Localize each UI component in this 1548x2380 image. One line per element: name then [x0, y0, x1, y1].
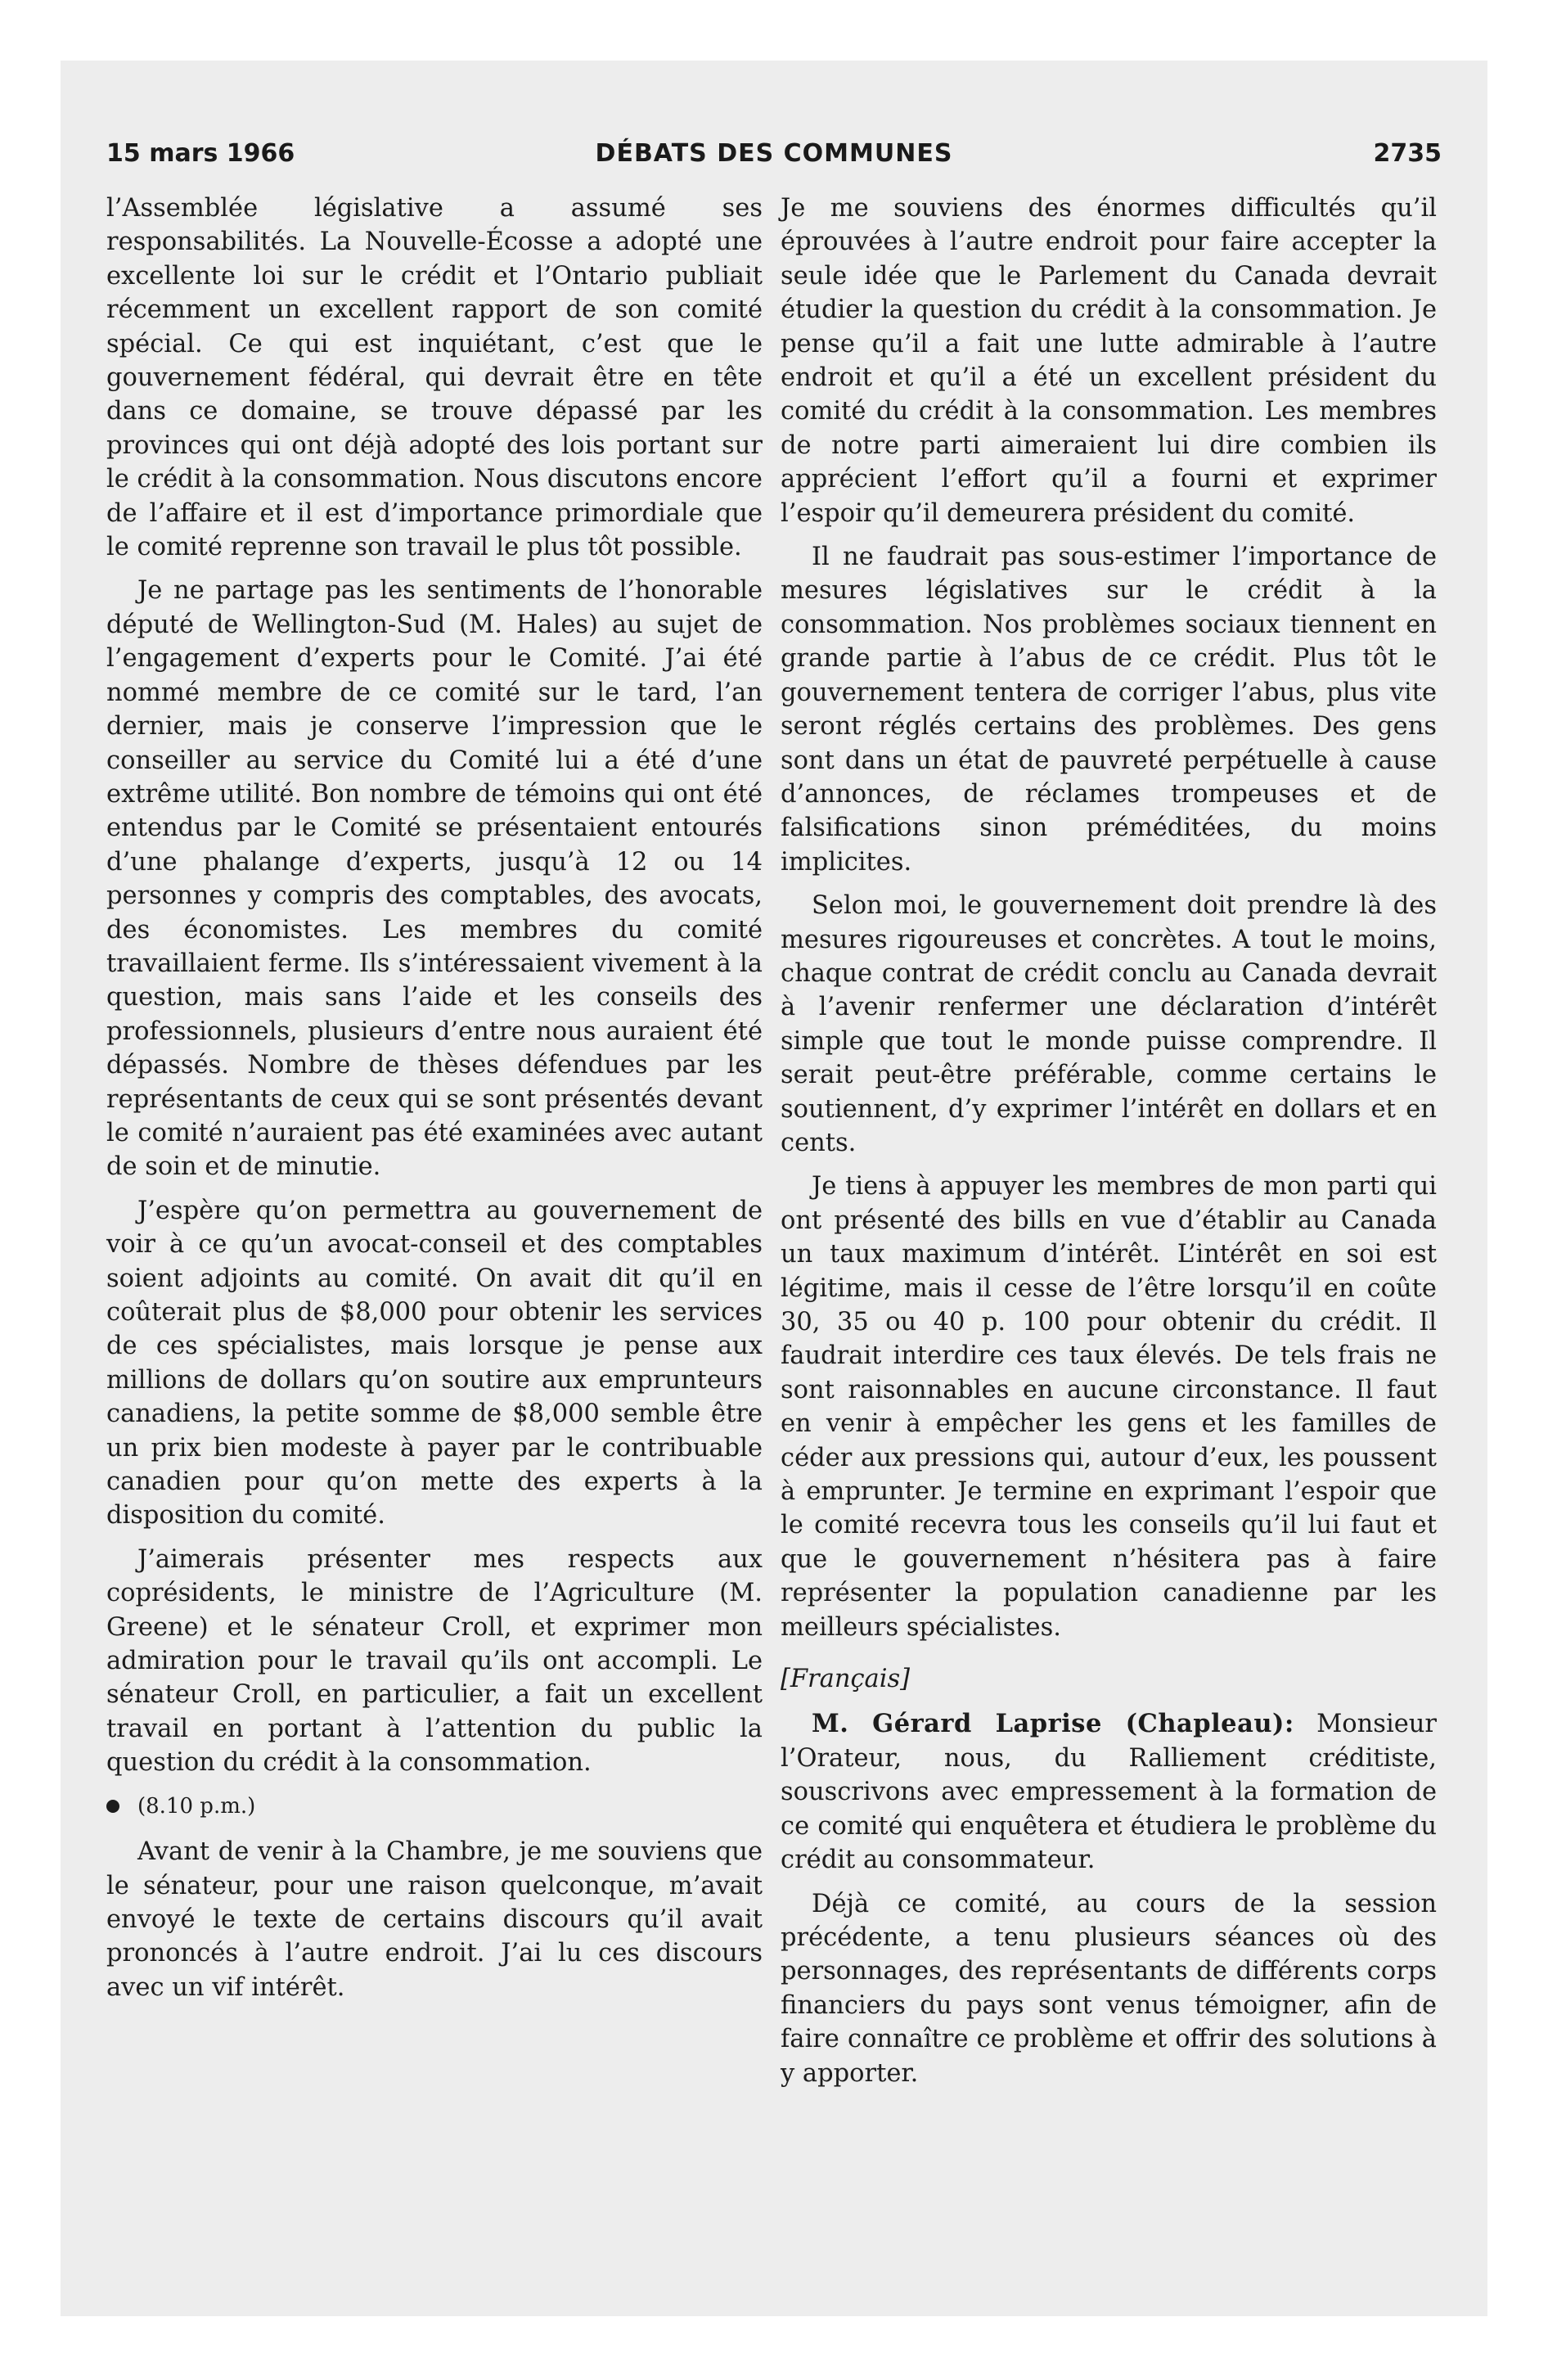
header-title: DÉBATS DES COMMUNES — [595, 139, 953, 168]
language-tag: [Français] — [781, 1665, 911, 1694]
header-date: 15 mars 1966 — [106, 139, 295, 168]
speaker-paragraph — [781, 1707, 1437, 1877]
bullet-dot-icon — [106, 1800, 119, 1813]
speaker-name: M. Gérard Laprise (Chapleau): — [812, 1709, 1294, 1739]
right-column — [781, 192, 1437, 2100]
paragraph: J’aimerais présenter mes respects aux coprésidents, le ministre de l’Agriculture (M. Greene) et le sénateur Croll, et exprimer mon admiration pour le travail qu’ils ont accompli. Le sénateur Croll, en particulier, a fait un excellent travail en portant à l’attention du public la question du crédit à la consommation. — [106, 1544, 763, 1778]
paragraph: Il ne faudrait pas sous-estimer l’importance de mesures législatives sur le crédit à la consommation. Nos problèmes sociaux tiennent en grande partie à l’abus de ce crédit. Plus tôt le gouvernement tentera de corriger l’abus, plus vite seront réglés certains des problèmes. Des gens sont dans un état de pauvreté perpétuelle à cause d’annonces, de réclames trompeuses et de falsifications sinon préméditées, du moins implicites. — [781, 543, 1437, 877]
page-number: 2735 — [1373, 139, 1442, 168]
paragraph: Selon moi, le gouvernement doit prendre là des mesures rigoureuses et concrètes. A tout le moins, chaque contrat de crédit conclu au Canada devrait à l’avenir renfermer une déclaration d’intérêt simple que tout le monde puisse comprendre. Il serait peut-être préférable, comme certains le soutiennent, d’y exprimer l’intérêt en dollars et en cents. — [781, 891, 1437, 1157]
time-marker-text: (8.10 p.m.) — [137, 1793, 256, 1819]
left-column — [106, 192, 763, 2014]
paragraph: Je me souviens des énormes difficultés qu’il éprouvées à l’autre endroit pour faire accepter la seule idée que le Parlement du Canada devrait étudier la question du crédit à la consommation. Je pense qu’il a fait une lutte admirable à l’autre endroit et qu’il a été un excellent président du comité du crédit à la consommation. Les membres de notre parti aimeraient lui dire combien ils apprécient l’effort qu’il a fourni et exprimer l’espoir qu’il demeurera président du comité. — [781, 194, 1437, 528]
paragraph: l’Assemblée législative a assumé ses responsabilités. La Nouvelle-Écosse a adopté une excellente loi sur le crédit et l’Ontario publiait récemment un excellent rapport de son comité spécial. Ce qui est inquiétant, c’est que le gouvernement fédéral, qui devrait être en tête dans ce domaine, se trouve dépassé par les provinces qui ont déjà adopté des lois portant sur le crédit à la consommation. Nous discutons encore de l’affaire et il est d’importance primordiale que le comité reprenne son travail le plus tôt possible. — [106, 194, 763, 562]
paragraph: J’espère qu’on permettra au gouvernement de voir à ce qu’un avocat-conseil et des comptables soient adjoints au comité. On avait dit qu’il en coûterait plus de $8,000 pour obtenir les services de ces spécialistes, mais lorsque je pense aux millions de dollars qu’on soutire aux emprunteurs canadiens, la petite somme de $8,000 semble être un prix bien modeste à payer par le contribuable canadien pour qu’on mette des experts à la disposition du comité. — [106, 1196, 763, 1530]
paragraph: Je tiens à appuyer les membres de mon parti qui ont présenté des bills en vue d’établir au Canada un taux maximum d’intérêt. L’intérêt en soi est légitime, mais il cesse de l’être lorsqu’il en coûte 30, 35 ou 40 p. 100 pour obtenir du crédit. Il faudrait interdire ces taux élevés. De tels frais ne sont raisonnables en aucune circonstance. Il faut en venir à empêcher les gens et les familles de céder aux pressions qui, autour d’eux, les poussent à emprunter. Je termine en exprimant l’espoir que le comité recevra tous les conseils qu’il lui faut et que le gouvernement n’hésitera pas à faire représenter la population canadienne par les meilleurs spécialistes. — [781, 1172, 1437, 1642]
speech-opening: Monsieur l’Orateur, nous, du Ralliement créditiste, souscrivons avec empressement à la formation de ce comité qui enquêtera et étudiera le problème du crédit au consommateur. — [781, 1710, 1437, 1875]
page-header — [106, 139, 1442, 172]
paragraph: Déjà ce comité, au cours de la session précédente, a tenu plusieurs séances où des personnages, des représentants de différents corps financiers du pays sont venus témoigner, afin de faire connaître ce problème et offrir des solutions à y apporter. — [781, 1889, 1437, 2088]
paragraph: Je ne partage pas les sentiments de l’honorable député de Wellington-Sud (M. Hales) au sujet de l’engagement d’experts pour le Comité. J’ai été nommé membre de ce comité sur le tard, l’an dernier, mais je conserve l’impression que le conseiller au service du Comité lui a été d’une extrême utilité. Bon nombre de témoins qui ont été entendus par le Comité se présentaient entourés d’une phalange d’experts, jusqu’à 12 ou 14 personnes y compris des comptables, des avocats, des économistes. Les membres du comité travaillaient ferme. Ils s’intéressaient vivement à la question, mais sans l’aide et les conseils des professionnels, plusieurs d’entre nous auraient été dépassés. Nombre de thèses défendues par les représentants de ceux qui se sont présentés devant le comité n’auraient pas été examinées avec autant de soin et de minutie. — [106, 576, 763, 1182]
document-page — [61, 61, 1487, 2316]
time-marker — [106, 1790, 763, 1823]
paragraph: Avant de venir à la Chambre, je me souviens que le sénateur, pour une raison quelconque, m’avait envoyé le texte de certains discours qu’il avait prononcés à l’autre endroit. J’ai lu ces discours avec un vif intérêt. — [106, 1837, 763, 2002]
